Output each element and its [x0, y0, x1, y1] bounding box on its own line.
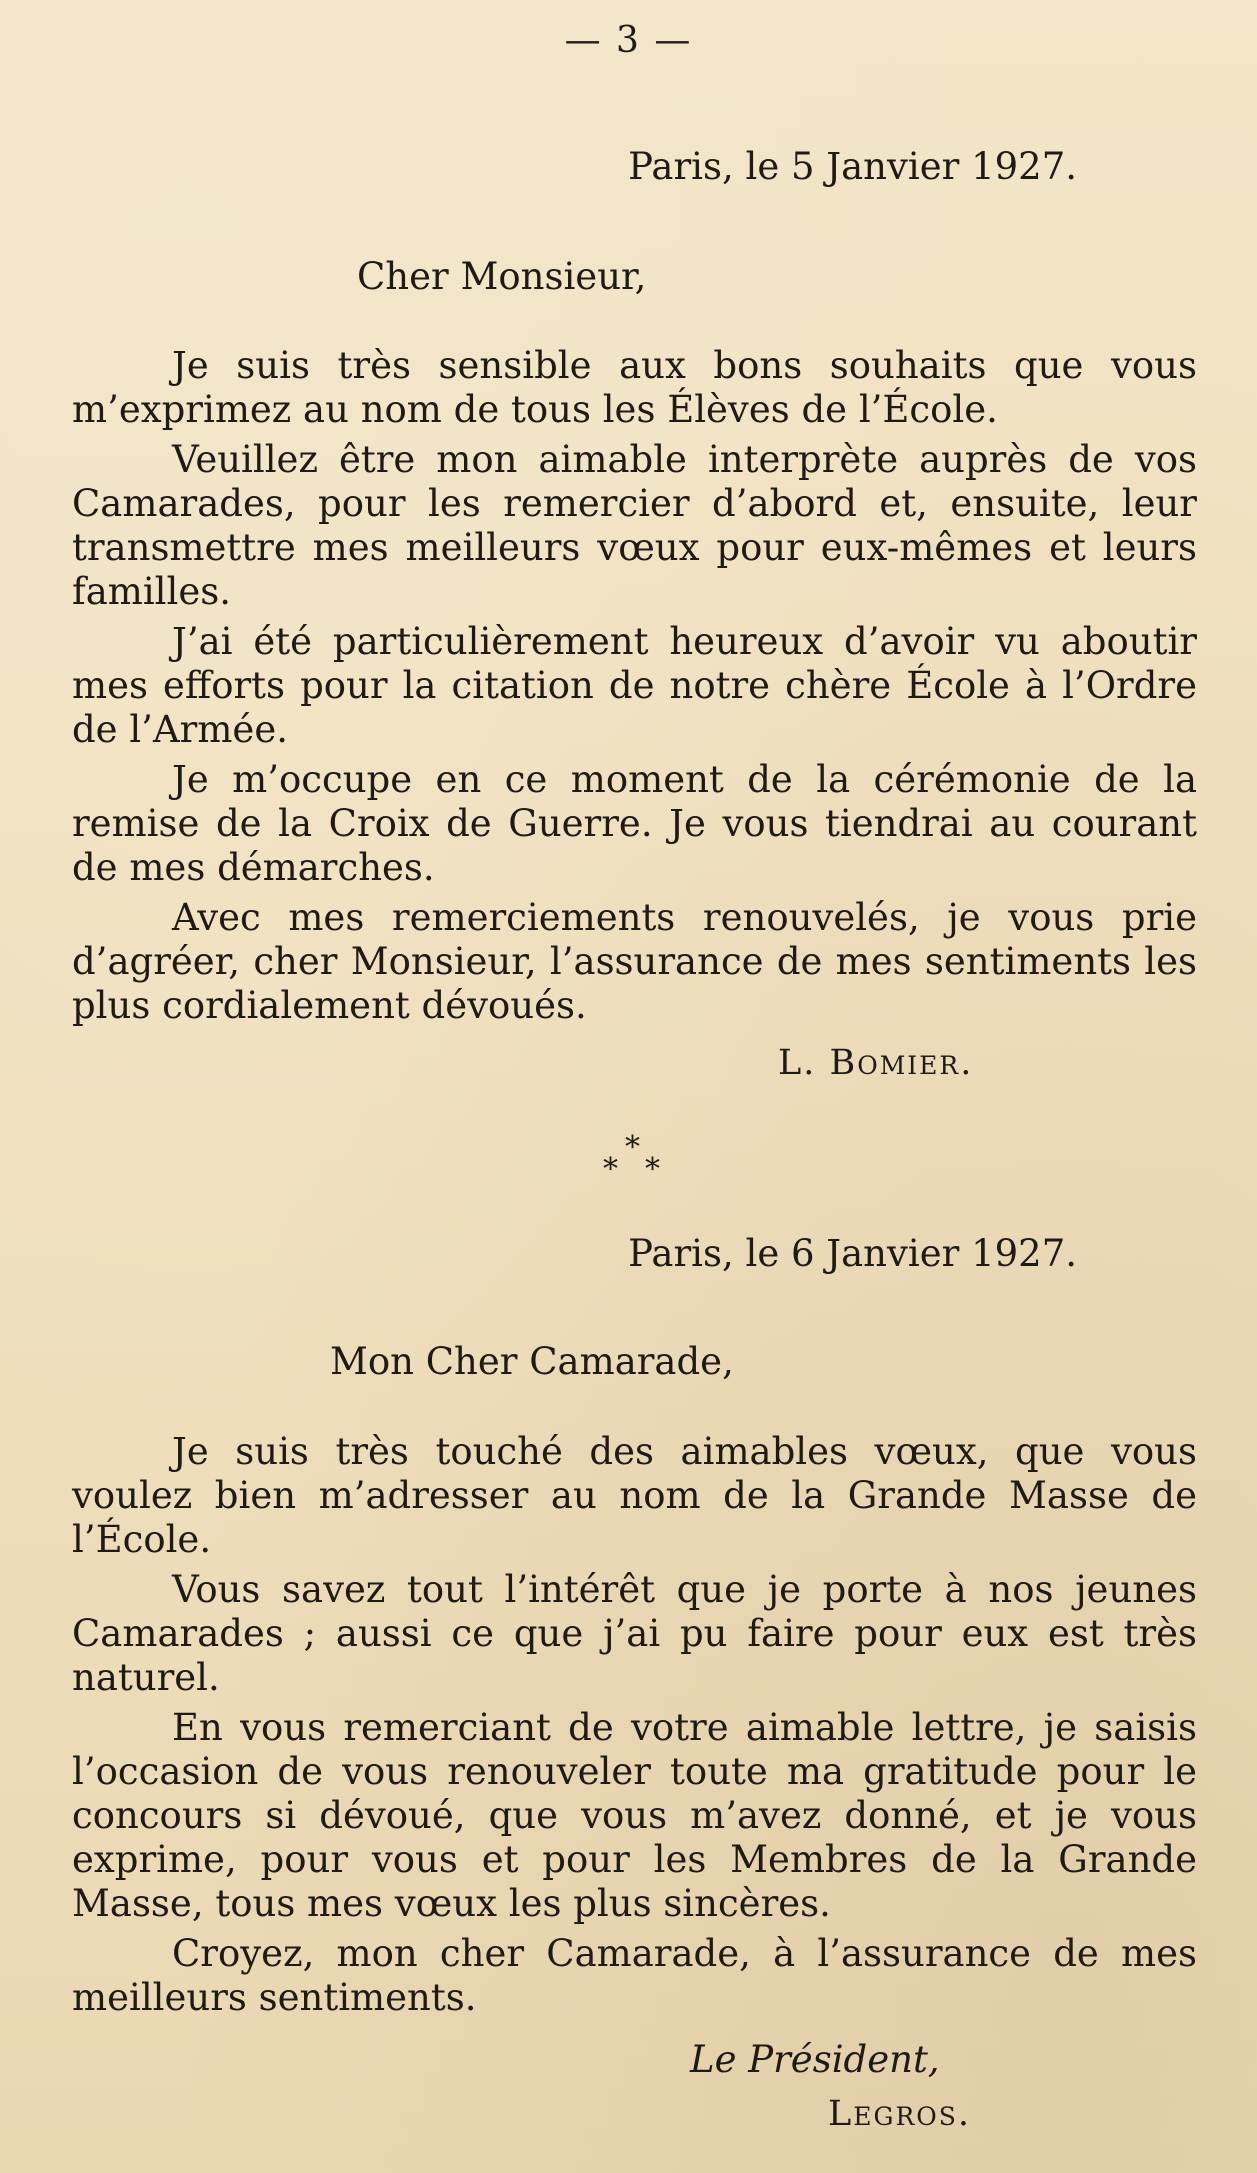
letter1-paragraph: Je suis très sensible aux bons souhaits que vous m’exprimez au nom de tous les Élèves de l’École.	[72, 344, 1197, 431]
letter1-paragraph: Je m’occupe en ce moment de la cérémonie de la remise de la Croix de Guerre. Je vous tiendrai au courant de mes démarches.	[72, 758, 1197, 889]
letter2-paragraph: Vous savez tout l’intérêt que je porte à nos jeunes Camarades ; aussi ce que j’ai pu faire pour eux est très naturel.	[72, 1568, 1197, 1699]
letter2-body	[72, 1430, 1197, 2026]
letter2-paragraph: Croyez, mon cher Camarade, à l’assurance de mes meilleurs sentiments.	[72, 1932, 1197, 2019]
letter1-signature: L. Bomier.	[778, 1043, 974, 1083]
letter2-signature: Legros.	[828, 2094, 972, 2134]
letter2-salutation: Mon Cher Camarade,	[330, 1340, 734, 1383]
letter1-paragraph: Avec mes remerciements renouvelés, je vous prie d’agréer, cher Monsieur, l’assurance de mes sentiments les plus cordialement dévoués.	[72, 896, 1197, 1027]
letter1-paragraph: Veuillez être mon aimable interprète auprès de vos Camarades, pour les remercier d’abord et, ensuite, leur transmettre mes meilleurs vœux pour eux-mêmes et leurs familles.	[72, 438, 1197, 613]
letter2-dateline: Paris, le 6 Janvier 1927.	[628, 1232, 1077, 1275]
letter2-signature-title: Le Président,	[690, 2038, 940, 2081]
letter2-paragraph: En vous remerciant de votre aimable lettre, je saisis l’occasion de vous renouveler toute ma gratitude pour le concours si dévoué, que vous m’avez donné, et je vous exprime, pour vous et pour les Membres de la Grande Masse, tous mes vœux les plus sincères.	[72, 1706, 1197, 1925]
section-separator: * * *	[603, 1130, 660, 1187]
letter1-salutation: Cher Monsieur,	[357, 255, 647, 298]
letter2-paragraph: Je suis très touché des aimables vœux, que vous voulez bien m’adresser au nom de la Grande Masse de l’École.	[72, 1430, 1197, 1561]
page-number: — 3 —	[564, 20, 693, 61]
letter1-body	[72, 344, 1197, 1034]
letter1-paragraph: J’ai été particulièrement heureux d’avoir vu aboutir mes efforts pour la citation de notre chère École à l’Ordre de l’Armée.	[72, 620, 1197, 751]
letter1-dateline: Paris, le 5 Janvier 1927.	[628, 145, 1077, 188]
